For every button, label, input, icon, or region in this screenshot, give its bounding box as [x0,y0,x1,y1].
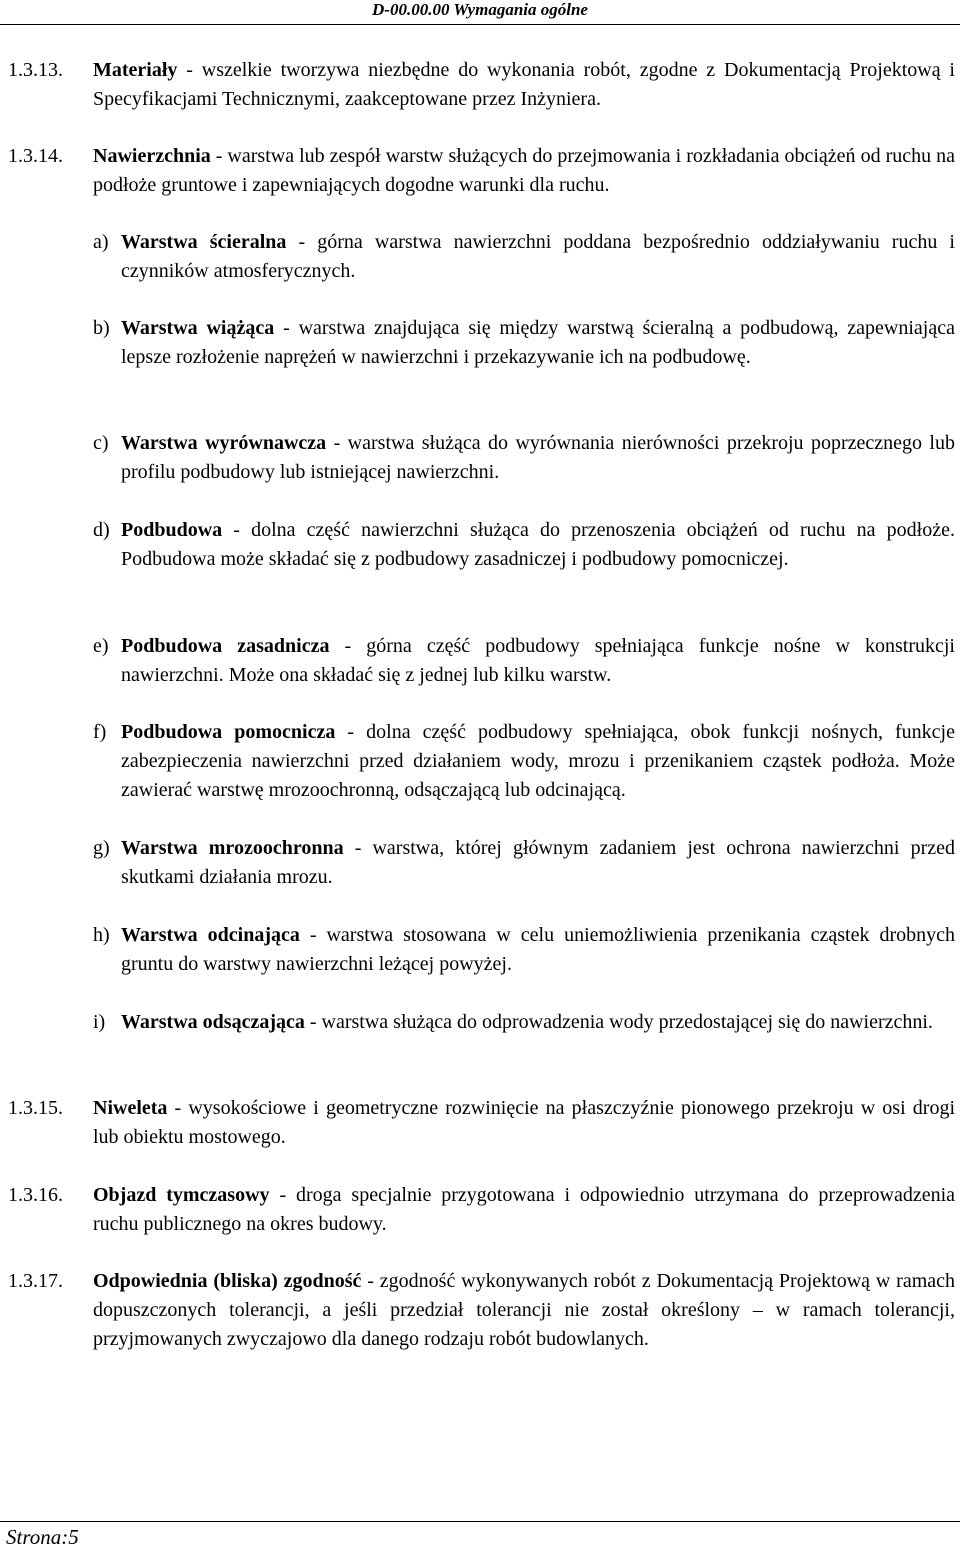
subitem-body: - dolna część nawierzchni służąca do przenoszenia obciążeń od ruchu na podłoże. Podbudowa może składać się z podbudowy zasadniczej i podbudowy pomocniczej. [121,519,955,570]
subitem-term: Warstwa ścieralna [121,231,287,253]
subitem-letter: b) [93,317,110,339]
subitem-letter: d) [93,519,110,541]
subitem-letter: a) [93,231,109,253]
subitem-body: - dolna część podbudowy spełniająca, obok funkcji nośnych, funkcje zabezpieczenia nawierzchni przed działaniem wody, mrozu i przenikaniem cząstek podłoża. Może zawierać warstwę mrozoochronną, odsączającą lub odcinającą. [121,721,955,801]
subitem-text [121,228,955,286]
subitem-term: Warstwa odcinająca [121,924,300,946]
subitem-letter: c) [93,432,109,454]
definition-number: 1.3.15. [8,1097,63,1119]
subitem-text [121,314,955,372]
definition-text [93,1267,955,1354]
page-number-label: Strona:5 [6,1525,79,1549]
subitem-term: Warstwa wiążąca [121,317,275,339]
definition-number: 1.3.13. [8,59,63,81]
subitem-text [121,632,955,690]
definition-body: - warstwa lub zespół warstw służących do przejmowania i rozkładania obciążeń od ruchu na podłoże gruntowe i zapewniających dogodne warunki dla ruchu. [93,145,955,196]
definition-text [93,1094,955,1152]
definition-term: Objazd tymczasowy [93,1184,270,1206]
subitem-text [121,429,955,487]
subitem-body: - warstwa stosowana w celu uniemożliwienia przenikania cząstek drobnych gruntu do warstwy nawierzchni leżącej powyżej. [121,924,955,975]
subitem-body: - warstwa służąca do wyrównania nierówności przekroju poprzecznego lub profilu podbudowy lub istniejącej nawierzchni. [121,432,955,483]
definition-body: - zgodność wykonywanych robót z Dokumentacją Projektową w ramach dopuszczonych tolerancji, a jeśli przedział tolerancji nie został określony – w ramach tolerancji, przyjmowanych zwyczajowo dla danego rodzaju robót budowlanych. [93,1270,956,1350]
subitem-body: - górna warstwa nawierzchni poddana bezpośrednio oddziaływaniu ruchu i czynników atmosferycznych. [121,231,955,282]
subitem-letter: g) [93,837,110,859]
subitem-text [121,834,955,892]
subitem-term: Warstwa odsączająca [121,1011,305,1033]
definition-text [93,1181,955,1239]
subitem-term: Warstwa mrozoochronna [121,837,344,859]
subitem-term: Warstwa wyrównawcza [121,432,327,454]
subitem-body: - warstwa służąca do odprowadzenia wody przedostającej się do nawierzchni. [304,1011,933,1033]
header-divider [0,24,960,25]
subitem-body: - górna część podbudowy spełniająca funkcje nośne w konstrukcji nawierzchni. Może ona składać się z jednej lub kilku warstw. [121,635,955,686]
subitem-body: - warstwa, której głównym zadaniem jest ochrona nawierzchni przed skutkami działania mrozu. [121,837,955,888]
definition-number: 1.3.16. [8,1184,63,1206]
subitem-text [121,516,955,574]
definition-body: - droga specjalnie przygotowana i odpowiednio utrzymana do przeprowadzenia ruchu publicznego na okres budowy. [93,1184,956,1235]
subitem-term: Podbudowa pomocnicza [121,721,336,743]
subitem-letter: e) [93,635,109,657]
subitem-term: Podbudowa [121,519,223,541]
definition-text [93,56,955,114]
definition-term: Materiały [93,59,178,81]
subitem-letter: h) [93,924,110,946]
footer-divider [0,1521,960,1522]
definition-number: 1.3.14. [8,145,63,167]
subitem-body: - warstwa znajdująca się między warstwą ścieralną a podbudową, zapewniająca lepsze rozłożenie naprężeń w nawierzchni i przekazywanie ich na podbudowę. [121,317,955,368]
definition-term: Odpowiednia (bliska) zgodność [93,1270,362,1292]
definition-body: - wszelkie tworzywa niezbędne do wykonania robót, zgodne z Dokumentacją Projektową i Specyfikacjami Technicznymi, zaakceptowane przez Inżyniera. [93,59,955,110]
document-header-title: D-00.00.00 Wymagania ogólne [372,0,588,19]
subitem-letter: i) [93,1011,106,1033]
definition-body: - wysokościowe i geometryczne rozwinięcie na płaszczyźnie pionowego przekroju w osi drogi lub obiektu mostowego. [93,1097,955,1148]
subitem-text [121,1008,955,1037]
subitem-letter: f) [93,721,107,743]
subitem-text [121,921,955,979]
subitem-text [121,718,955,805]
definition-term: Nawierzchnia [93,145,211,167]
definition-term: Niweleta [93,1097,168,1119]
subitem-term: Podbudowa zasadnicza [121,635,330,657]
definition-text [93,142,955,200]
definition-number: 1.3.17. [8,1270,63,1292]
